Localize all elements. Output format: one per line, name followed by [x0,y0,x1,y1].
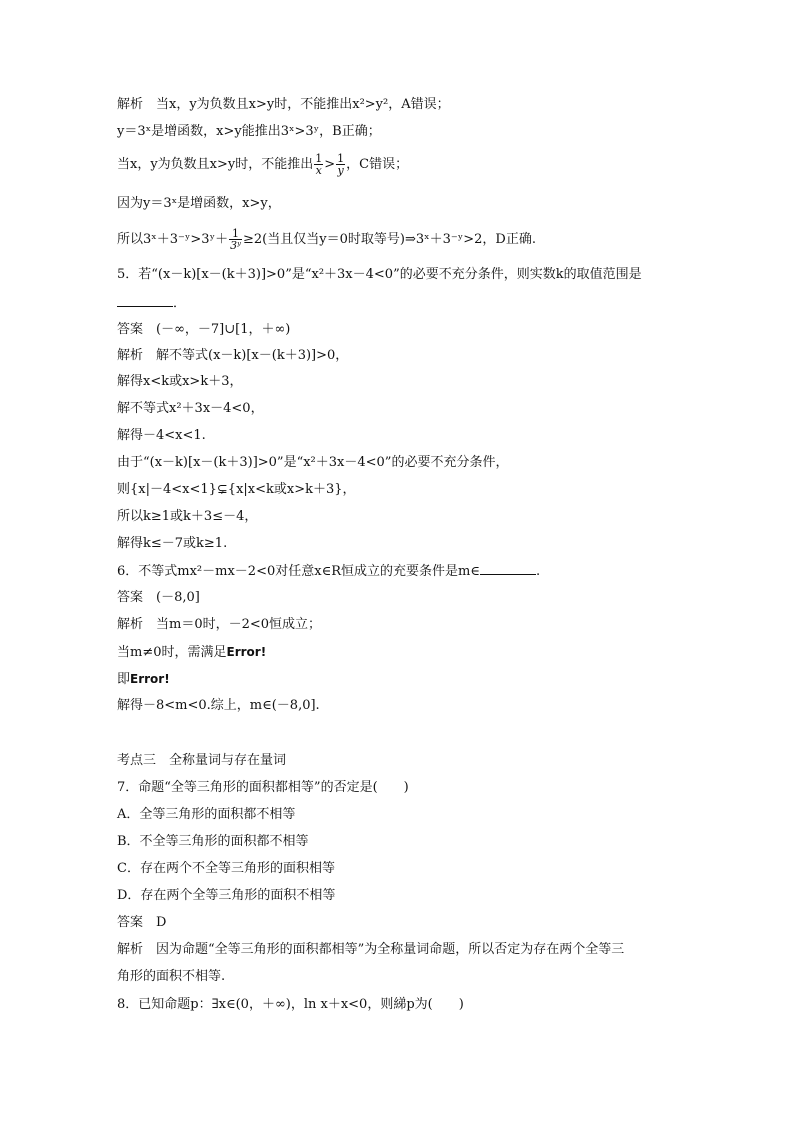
option-a: A．全等三角形的面积都不相等 [117,807,296,822]
analysis-line-d: 因为y＝3ˣ是增函数，x>y， [117,196,281,211]
answer-blank [117,294,173,307]
option-b: B．不全等三角形的面积都不相等 [117,834,309,849]
option-d: D．存在两个全等三角形的面积不相等 [117,888,336,903]
answer-6: 答案 (－8,0] [117,590,200,605]
analysis-5-b: 解得x<k或x>k＋3， [117,374,243,389]
analysis-line-a: 解析 当x，y为负数且x>y时，不能推出x²>y²，A错误； [117,97,450,112]
fraction-1-over-x: $\frac{1}{x}$ [315,152,323,177]
analysis-5-d: 解得－4<x<1. [117,428,206,443]
analysis-5-f: 则{x|－4<x<1}⊊{x|x<k或x>k＋3}， [117,482,356,497]
analysis-5-h: 解得k≤－7或k≥1. [117,536,228,551]
section-heading: 考点三 全称量词与存在量词 [117,753,287,768]
analysis-5-c: 解不等式x²＋3x－4<0， [117,401,264,416]
question-7: 7．命题“全等三角形的面积都相等”的否定是( ) [117,780,409,795]
analysis-line-c: 当x，y为负数且x>y时，不能推出 $\frac{1}{x}$ > $\frac{1}{y}$ ，C错误； [117,152,409,177]
question-5: 5．若“(x－k)[x－(k＋3)]>0”是“x²＋3x－4<0”的必要不充分条件，则实数k的取值范围是 [117,267,642,282]
answer-7: 答案 D [117,915,167,930]
question-5-blank-line: ． [117,294,186,313]
analysis-6-d: 解得－8<m<0.综上，m∈(－8,0]. [117,698,320,713]
fraction-1-over-3y: $\frac{1}{\text{3ʸ}}$ [230,227,242,252]
analysis-5-g: 所以k≥1或k＋3≤－4， [117,509,258,524]
analysis-6-a: 解析 当m＝0时，－2<0恒成立； [117,617,322,632]
analysis-5-e: 由于“(x－k)[x－(k＋3)]>0”是“x²＋3x－4<0”的必要不充分条件， [117,455,509,470]
answer-blank [480,562,536,575]
analysis-7-b: 角形的面积不相等. [117,969,226,984]
option-c: C．存在两个不全等三角形的面积相等 [117,861,335,876]
fraction-1-over-y: $\frac{1}{y}$ [337,152,345,177]
question-6: 6．不等式mx²－mx－2<0对任意x∈R恒成立的充要条件是m∈ . [117,564,541,579]
analysis-6-b: 当m≠0时，需满足Error! [117,645,267,660]
question-8: 8．已知命题p：∃x∈(0，＋∞)，ln x＋x<0，则綈p为( ) [117,997,464,1012]
analysis-6-c: 即Error! [117,672,170,687]
analysis-line-e: 所以3ˣ＋3⁻ʸ>3ʸ＋ $\frac{1}{\text{3ʸ}}$ ≥2(当且仅当y＝0时取等号)⇒3ˣ＋3⁻ʸ>2，D正确. [117,227,536,252]
analysis-7-a: 解析 因为命题“全等三角形的面积都相等”为全称量词命题，所以否定为存在两个全等三 [117,942,625,957]
analysis-line-b: y＝3ˣ是增函数，x>y能推出3ˣ>3ʸ，B正确； [117,124,381,139]
answer-5: 答案 (－∞，－7]∪[1，＋∞) [117,322,291,337]
analysis-5-a: 解析 解不等式(x－k)[x－(k＋3)]>0， [117,348,349,363]
